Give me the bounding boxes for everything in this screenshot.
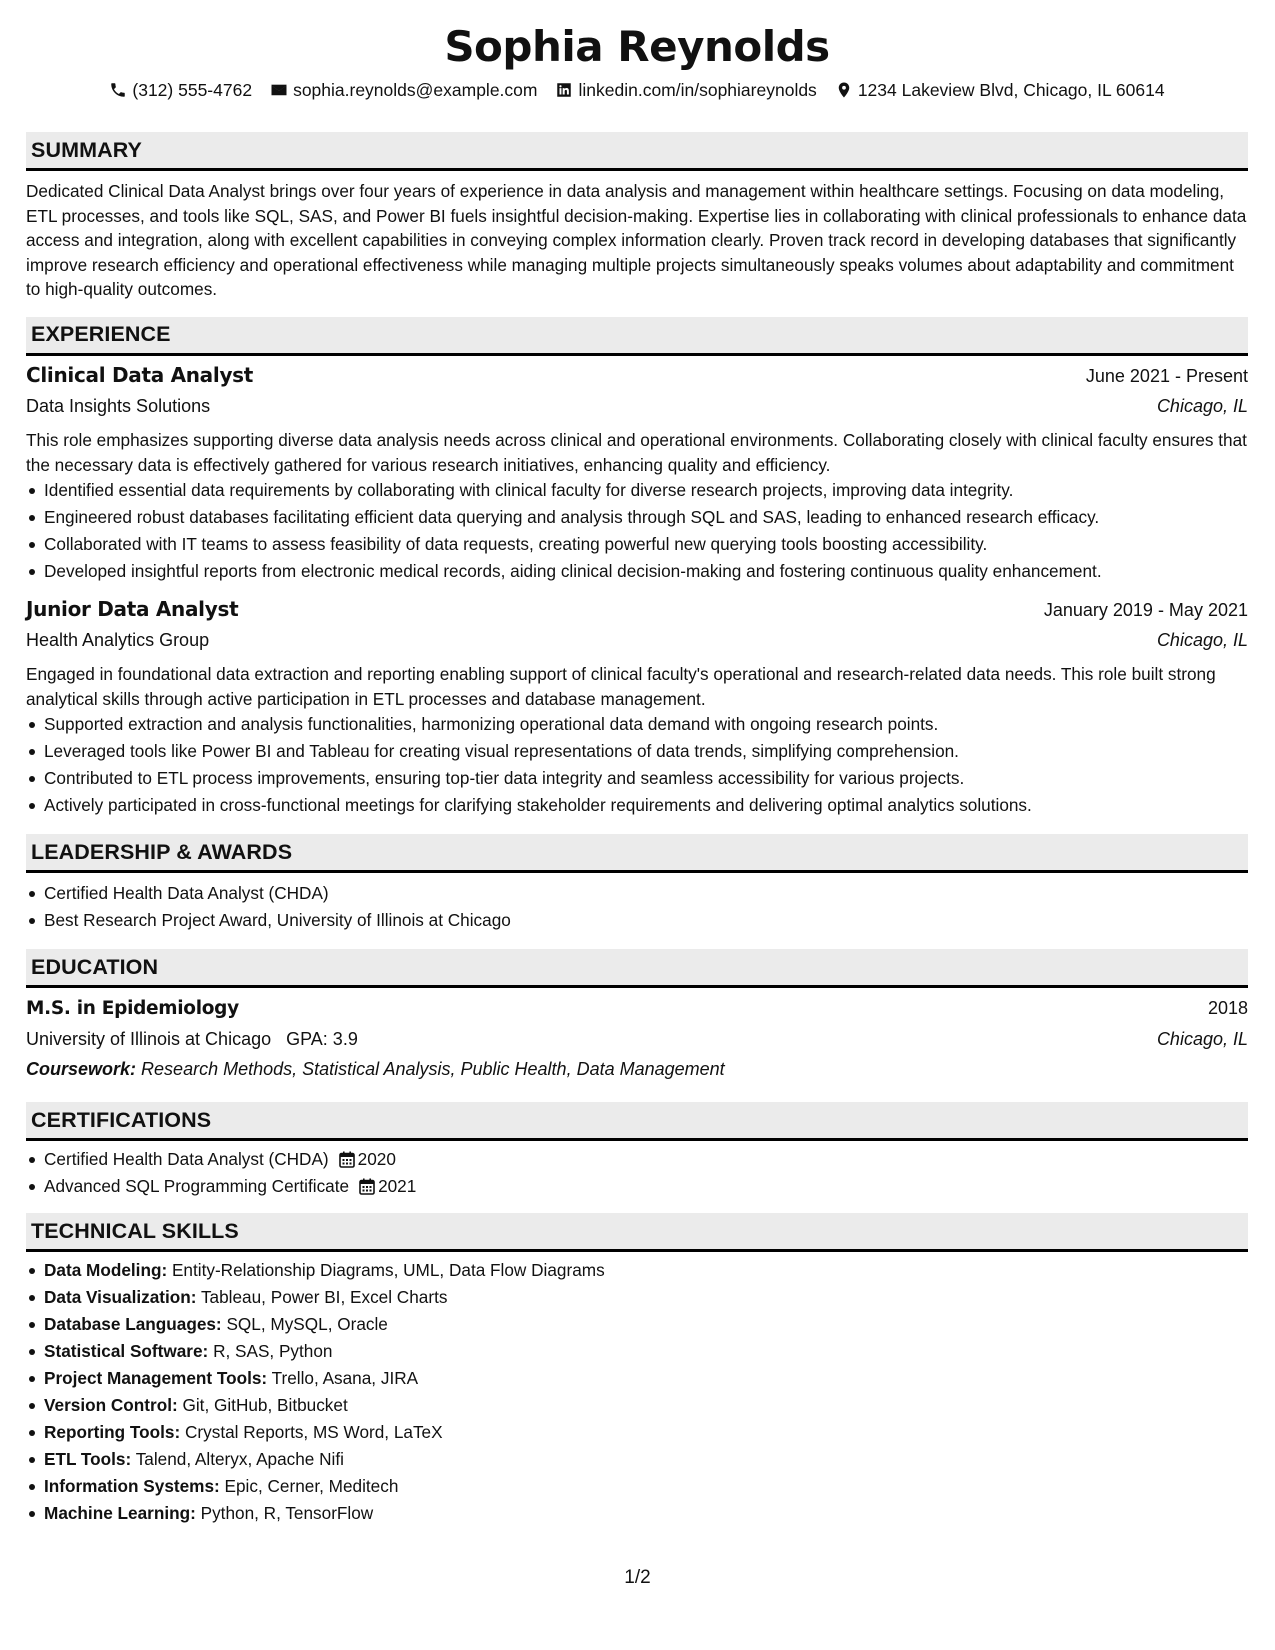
job-title: Junior Data Analyst: [26, 597, 239, 622]
certification-year: 2021: [378, 1176, 417, 1197]
job-description: Engaged in foundational data extraction and reporting enabling support of clinical faculty's operational and research-related data needs. This role built strong analytical skills through active participation in ETL processes and database management.: [26, 664, 1216, 709]
list-item: Identified essential data requirements by collaborating with clinical faculty for diverse research projects, improving data integrity.: [26, 477, 1248, 504]
calendar-icon: [339, 1151, 355, 1168]
page-number: 1/2: [624, 1567, 651, 1588]
list-item: [26, 1473, 1248, 1500]
coursework-text: Research Methods, Statistical Analysis, Public Health, Data Management: [141, 1059, 725, 1080]
phone-text: (312) 555-4762: [132, 80, 253, 100]
education-entry: [26, 993, 1248, 1083]
job-company: Data Insights Solutions: [26, 395, 211, 416]
skill-label: Statistical Software:: [44, 1341, 209, 1362]
skill-value: R, SAS, Python: [213, 1341, 333, 1362]
job-entry: [26, 594, 1248, 819]
envelope-icon: [270, 81, 288, 99]
linkedin-text: linkedin.com/in/sophiareynolds: [578, 80, 817, 100]
list-item: [26, 1173, 1248, 1200]
skill-label: Reporting Tools:: [44, 1422, 181, 1443]
list-item: [26, 1446, 1248, 1473]
skills-heading: TECHNICAL SKILLS: [26, 1213, 1248, 1252]
list-item: [26, 1338, 1248, 1365]
certification-year: 2020: [357, 1149, 396, 1170]
list-item: [26, 1392, 1248, 1419]
skill-value: Tableau, Power BI, Excel Charts: [200, 1287, 448, 1308]
list-item: Contributed to ETL process improvements, ensuring top-tier data integrity and seamless accessibility for various projects.: [26, 765, 1248, 792]
skill-value: Entity-Relationship Diagrams, UML, Data Flow Diagrams: [171, 1260, 605, 1281]
skill-value: Talend, Alteryx, Apache Nifi: [135, 1449, 344, 1470]
list-item: Certified Health Data Analyst (CHDA): [26, 880, 1248, 907]
certifications-list: [26, 1146, 1248, 1200]
list-item: [26, 1311, 1248, 1338]
phone-icon: [109, 81, 127, 99]
school-location: Chicago, IL: [1156, 1029, 1248, 1050]
job-bullets: [26, 477, 1248, 585]
degree-title: M.S. in Epidemiology: [26, 998, 239, 1020]
skill-label: Version Control:: [44, 1395, 178, 1416]
list-item: [26, 1419, 1248, 1446]
job-location: Chicago, IL: [1156, 395, 1248, 416]
list-item: [26, 1365, 1248, 1392]
job-entry: [26, 360, 1248, 585]
address-text: 1234 Lakeview Blvd, Chicago, IL 60614: [857, 80, 1165, 100]
list-item: Engineered robust databases facilitating efficient data querying and analysis through SQL and SAS, leading to enhanced research efficacy.: [26, 504, 1248, 531]
contact-phone[interactable]: [109, 78, 252, 102]
list-item: Developed insightful reports from electronic medical records, aiding clinical decision-making and fostering continuous quality enhancement.: [26, 558, 1248, 585]
contact-linkedin[interactable]: [555, 78, 816, 102]
resume-page: [26, 0, 1248, 1527]
gpa: GPA: 3.9: [286, 1029, 358, 1050]
list-item: Best Research Project Award, University of Illinois at Chicago: [26, 907, 1248, 934]
email-text: sophia.reynolds@example.com: [293, 80, 538, 100]
contact-email[interactable]: [270, 78, 537, 102]
skill-value: Git, GitHub, Bitbucket: [182, 1395, 348, 1416]
job-bullets: [26, 711, 1248, 819]
list-item: [26, 1146, 1248, 1173]
skill-label: Data Visualization:: [44, 1287, 197, 1308]
experience-heading: EXPERIENCE: [26, 317, 1248, 356]
skill-value: Crystal Reports, MS Word, LaTeX: [185, 1422, 443, 1443]
skill-label: Machine Learning:: [44, 1503, 196, 1524]
job-description: This role emphasizes supporting diverse data analysis needs across clinical and operational environments. Collaborating closely with clinical faculty ensures that the necessary data is effectively gathered for various research initiatives, enhancing quality and efficiency.: [26, 429, 1247, 475]
school-name: University of Illinois at Chicago: [26, 1029, 272, 1050]
map-marker-icon: [835, 81, 853, 99]
candidate-name: Sophia Reynolds: [444, 22, 830, 71]
skills-list: [26, 1257, 1248, 1527]
graduation-year: 2018: [1207, 998, 1248, 1019]
coursework: [26, 1055, 1248, 1083]
skill-label: ETL Tools:: [44, 1449, 132, 1470]
summary-text: Dedicated Clinical Data Analyst brings over four years of experience in data analysis and management within healthcare settings. Focusing on data modeling, ETL processes, and tools like SQL, SAS, and Power BI fuels insightful decision-making. Expertise lies in collaborating with clinical professionals to enhance data access and integration, along with excellent capabilities in conveying complex information clearly. Proven track record in developing databases that significantly improve research efficiency and operational effectiveness while managing multiple projects simultaneously speaks volumes about adaptability and commitment to high-quality outcomes.: [26, 181, 1247, 300]
skill-value: Python, R, TensorFlow: [200, 1503, 374, 1524]
list-item: Actively participated in cross-functional meetings for clarifying stakeholder requirements and delivering optimal analytics solutions.: [26, 792, 1248, 819]
skill-value: Trello, Asana, JIRA: [271, 1368, 419, 1389]
job-dates: January 2019 - May 2021: [1043, 600, 1248, 621]
skill-label: Information Systems:: [44, 1476, 220, 1497]
skill-value: Epic, Cerner, Meditech: [224, 1476, 399, 1497]
contact-bar: [26, 78, 1248, 102]
list-item: Collaborated with IT teams to assess feasibility of data requests, creating powerful new querying tools boosting accessibility.: [26, 531, 1248, 558]
leadership-list: [26, 880, 1248, 934]
skill-label: Project Management Tools:: [44, 1368, 268, 1389]
skill-label: Database Languages:: [44, 1314, 222, 1335]
job-title: Clinical Data Analyst: [26, 362, 254, 387]
list-item: Leveraged tools like Power BI and Tableau for creating visual representations of data trends, simplifying comprehension.: [26, 738, 1248, 765]
skill-label: Data Modeling:: [44, 1260, 168, 1281]
skill-value: SQL, MySQL, Oracle: [226, 1314, 388, 1335]
certification-name: Advanced SQL Programming Certificate: [44, 1176, 350, 1197]
coursework-label: Coursework:: [26, 1059, 137, 1080]
job-dates: June 2021 - Present: [1085, 365, 1248, 386]
leadership-heading: LEADERSHIP & AWARDS: [26, 834, 1248, 873]
education-heading: EDUCATION: [26, 949, 1248, 988]
certifications-heading: CERTIFICATIONS: [26, 1102, 1248, 1141]
list-item: [26, 1284, 1248, 1311]
calendar-icon: [359, 1178, 375, 1195]
list-item: [26, 1500, 1248, 1527]
list-item: Supported extraction and analysis functionalities, harmonizing operational data demand with ongoing research points.: [26, 711, 1248, 738]
summary-heading: SUMMARY: [26, 132, 1248, 171]
certification-name: Certified Health Data Analyst (CHDA): [44, 1149, 329, 1170]
contact-address: [835, 78, 1165, 102]
job-company: Health Analytics Group: [26, 630, 210, 651]
list-item: [26, 1257, 1248, 1284]
job-location: Chicago, IL: [1156, 630, 1248, 651]
linkedin-icon: [555, 81, 573, 99]
